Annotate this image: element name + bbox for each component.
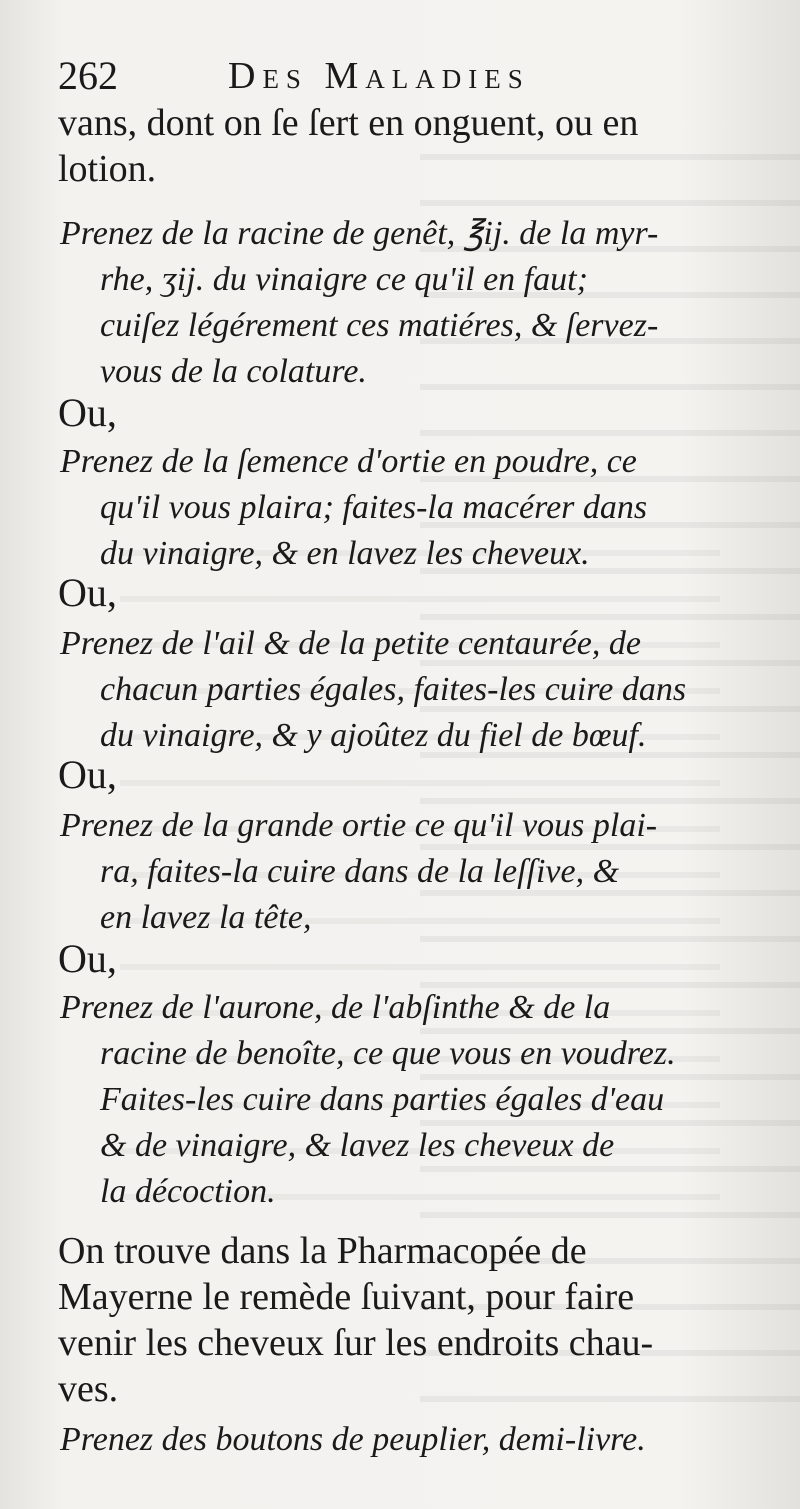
recipe-line: la décoction. [100,1173,276,1210]
recipe-line: en lavez la tête, [100,899,312,936]
recipe-line: Prenez de la racine de genêt, ℥ij. de la myr- [60,215,659,252]
recipe-line: Prenez de la grande ortie ce qu'il vous plai- [60,807,658,844]
recipe-line: du vinaigre, & y ajoûtez du fiel de bœuf. [100,717,647,754]
text-line: lotion. [58,148,157,190]
recipe-line: cuiſez légérement ces matiéres, & ſervez- [100,307,659,344]
ou-separator: Ou, [58,936,117,981]
recipe-line: rhe, ʒij. du vinaigre ce qu'il en faut; [100,261,588,298]
recipe-line: qu'il vous plaira; faites-la macérer dans [100,489,648,526]
recipe-line: Faites-les cuire dans parties égales d'eau [100,1081,665,1118]
page-header [58,52,758,100]
ou-separator: Ou, [58,570,117,615]
text-line: venir les cheveux ſur les endroits chau- [58,1322,654,1364]
recipe-line: Prenez des boutons de peuplier, demi-livre. [60,1421,646,1458]
recipe-line: Prenez de l'aurone, de l'abſinthe & de la [60,989,611,1026]
text-line: vans, dont on ſe ſert en onguent, ou en [58,102,639,144]
recipe-line: racine de benoîte, ce que vous en voudrez. [100,1035,676,1072]
text-line: Mayerne le remède ſuivant, pour faire [58,1276,635,1318]
recipe-line: chacun parties égales, faites-les cuire dans [100,671,687,708]
recipe-line: Prenez de la ſemence d'ortie en poudre, ce [60,443,637,480]
text-line: On trouve dans la Pharmacopée de [58,1230,587,1272]
recipe-line: du vinaigre, & en lavez les cheveux. [100,535,590,572]
text-line: ves. [58,1368,119,1410]
recipe-line: & de vinaigre, & lavez les cheveux de [100,1127,615,1164]
ou-separator: Ou, [58,390,117,435]
recipe-line: vous de la colature. [100,353,367,390]
recipe-line: ra, faites-la cuire dans de la leſſive, & [100,853,620,890]
page-number: 262 [58,53,118,98]
ou-separator: Ou, [58,752,117,797]
running-head: Des Maladies [228,55,530,97]
recipe-line: Prenez de l'ail & de la petite centaurée, de [60,625,641,662]
